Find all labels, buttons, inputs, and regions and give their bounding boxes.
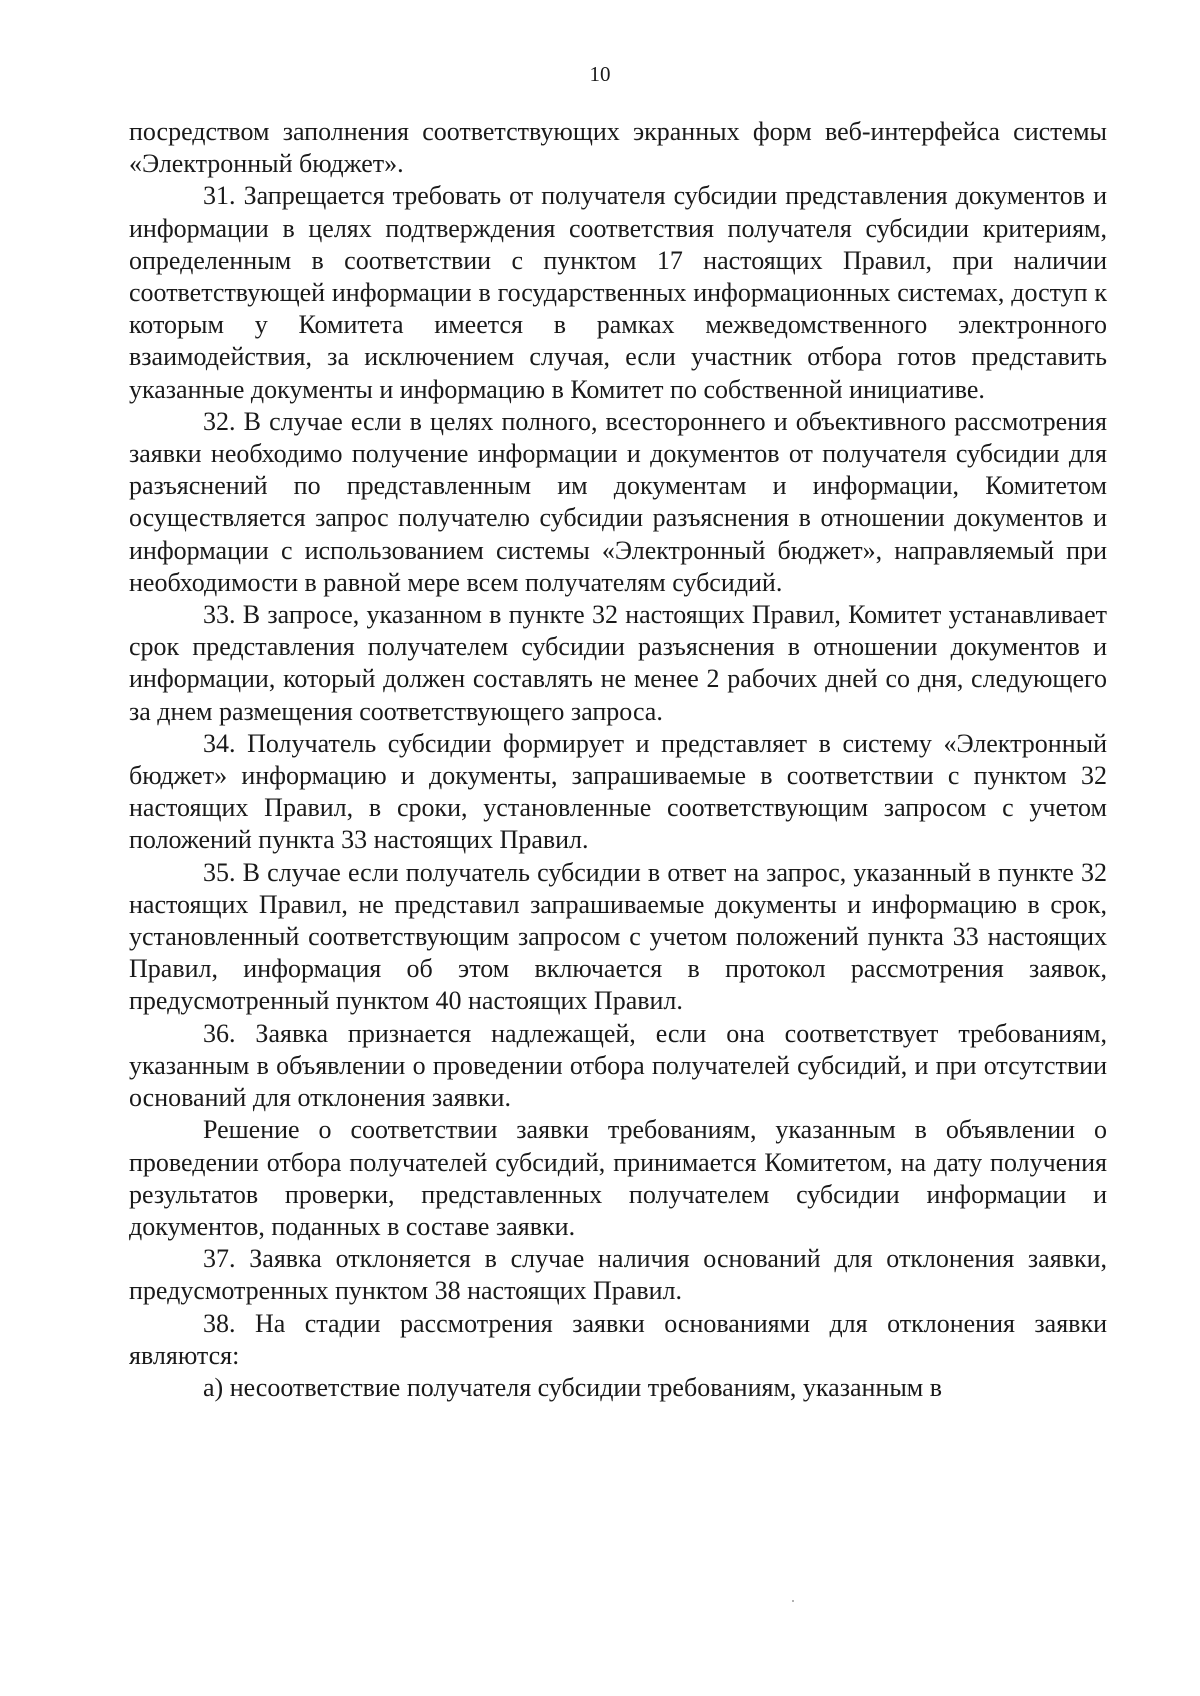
paragraph-36-decision: Решение о соответствии заявки требованиям, указанным в объявлении о проведении отбора получателей субсидий, принимается Комитетом, на дату получения результатов проверки, представленных получателем субсидии информации и документов, поданных в составе заявки.: [129, 1115, 1107, 1241]
page-number: 10: [589, 62, 611, 86]
paragraph-36: 36. Заявка признается надлежащей, если она соответствует требованиям, указанным в объявлении о проведении отбора получателей субсидий, и при отсутствии оснований для отклонения заявки.: [129, 1018, 1107, 1113]
paragraph-38-item-a: а) несоответствие получателя субсидии требованиям, указанным в: [203, 1372, 943, 1402]
document-body: [129, 116, 1107, 1404]
paragraph-37: 37. Заявка отклоняется в случае наличия оснований для отклонения заявки, предусмотренных пунктом 38 настоящих Правил.: [129, 1244, 1107, 1306]
paragraph-38: 38. На стадии рассмотрения заявки основаниями для отклонения заявки являются:: [129, 1308, 1107, 1370]
paragraph-34: 34. Получатель субсидии формирует и представляет в систему «Электронный бюджет» информацию и документы, запрашиваемые в соответствии с пунктом 32 настоящих Правил, в сроки, установленные соответствующим запросом с учетом положений пункта 33 настоящих Правил.: [129, 728, 1107, 855]
paragraph-33: 33. В запросе, указанном в пункте 32 настоящих Правил, Комитет устанавливает срок представления получателем субсидии разъяснения в отношении документов и информации, который должен составлять не менее 2 рабочих дней со дня, следующего за днем размещения соответствующего запроса.: [129, 600, 1107, 726]
paragraph-31: 31. Запрещается требовать от получателя субсидии представления документов и информации в целях подтверждения соответствия получателя субсидии критериям, определенным в соответствии с пунктом 17 настоящих Правил, при наличии соответствующей информации в государственных информационных системах, доступ к которым у Комитета имеется в рамках межведомственного электронного взаимодействия, за исключением случая, если участник отбора готов представить указанные документы и информацию в Комитет по собственной инициативе.: [129, 181, 1107, 404]
paragraph-35: 35. В случае если получатель субсидии в ответ на запрос, указанный в пункте 32 настоящих Правил, не представил запрашиваемые документы и информацию в срок, установленный соответствующим запросом с учетом положений пункта 33 настоящих Правил, информация об этом включается в протокол рассмотрения заявок, предусмотренный пунктом 40 настоящих Правил.: [129, 857, 1107, 1016]
paragraph-32: 32. В случае если в целях полного, всестороннего и объективного рассмотрения заявки необходимо получение информации и документов от получателя субсидии для разъяснений по представленным им документам и информации, Комитетом осуществляется запрос получателю субсидии разъяснения в отношении документов и информации с использованием системы «Электронный бюджет», направляемый при необходимости в равной мере всем получателям субсидий.: [129, 406, 1107, 597]
scan-speck: [792, 1600, 794, 1602]
paragraph-continuation: посредством заполнения соответствующих экранных форм веб-интерфейса системы «Электронный бюджет».: [129, 117, 1107, 179]
